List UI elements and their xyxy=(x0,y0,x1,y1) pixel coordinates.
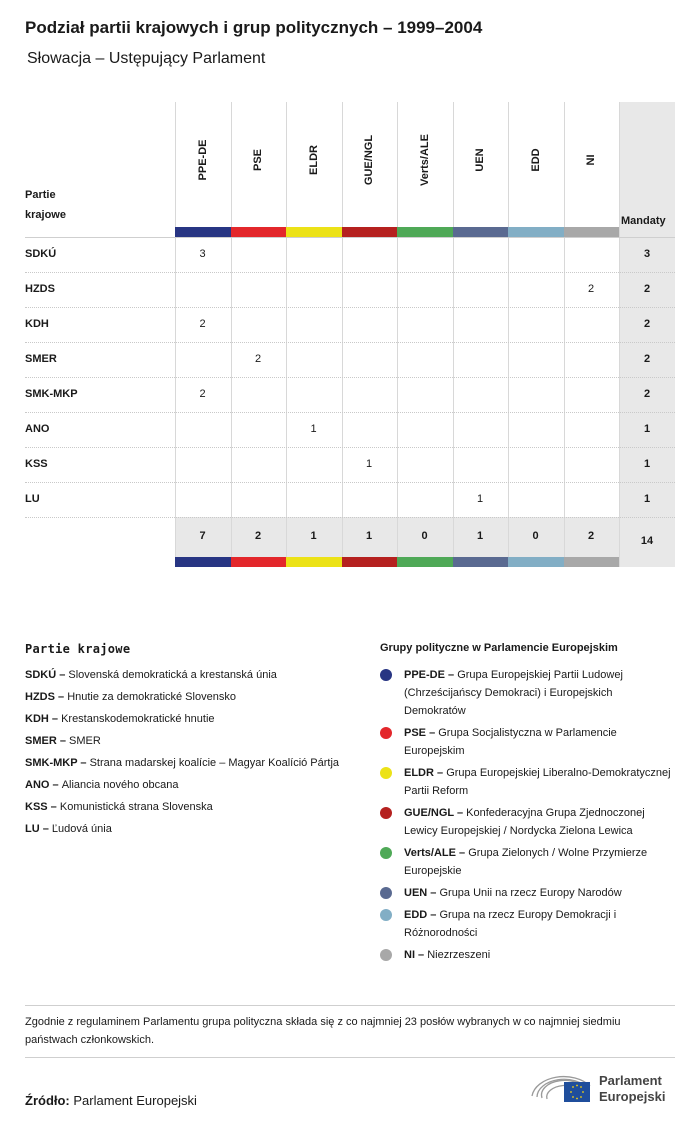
party-desc: SMER xyxy=(69,735,101,747)
group-color-bar xyxy=(342,227,398,237)
column-separator xyxy=(342,102,343,567)
group-legend-item xyxy=(380,764,675,800)
group-total-cell: 0 xyxy=(421,530,428,542)
row-divider xyxy=(25,377,675,378)
legend-political-groups xyxy=(380,642,675,968)
row-divider xyxy=(25,517,675,518)
legend-parties-title: Partie krajowe xyxy=(25,642,131,656)
header-divider xyxy=(25,237,675,238)
group-abbr: PSE – xyxy=(404,727,439,739)
group-color-dot-icon xyxy=(380,727,392,739)
group-legend-item xyxy=(380,906,675,942)
party-legend-item xyxy=(25,798,345,816)
logo-text: Parlament Europejski xyxy=(599,1073,666,1104)
group-header-eldr xyxy=(304,100,324,220)
group-desc: Niezrzeszeni xyxy=(427,949,491,961)
group-header-label: ELDR xyxy=(307,145,320,175)
column-separator xyxy=(564,102,565,567)
group-desc: Konfederacyjna Grupa Zjednoczonej Lewicy Europejskiej / Nordycka Zielona Lewica xyxy=(404,807,645,837)
column-separator xyxy=(175,102,176,567)
party-abbr: KSS – xyxy=(25,801,60,813)
grand-total-cell: 14 xyxy=(640,535,654,547)
group-color-dot-icon xyxy=(380,949,392,961)
party-legend-item xyxy=(25,666,345,684)
party-desc: Krestanskodemokratické hnutie xyxy=(61,713,215,725)
group-abbr: Verts/ALE – xyxy=(404,847,469,859)
party-row-label: KDH xyxy=(25,317,49,330)
page-subtitle: Słowacja – Ustępujący Parlament xyxy=(27,50,266,67)
column-separator xyxy=(231,102,232,567)
group-color-bar xyxy=(564,227,620,237)
group-color-bar-bottom xyxy=(175,557,231,567)
group-desc: Grupa Zielonych / Wolne Przymierze Europejskie xyxy=(404,847,648,877)
party-row-label: SMK-MKP xyxy=(25,387,78,400)
row-total-cell: 1 xyxy=(643,457,651,470)
group-color-bar-bottom xyxy=(453,557,509,567)
group-header-label: PPE-DE xyxy=(196,139,209,181)
group-desc: Grupa na rzecz Europy Demokracji i Różnorodności xyxy=(404,909,617,939)
party-legend-item xyxy=(25,688,345,706)
group-total-cell: 7 xyxy=(199,530,206,542)
group-color-bar-bottom xyxy=(286,557,342,567)
mandaty-header: Mandaty xyxy=(621,215,666,227)
group-header-guengl xyxy=(359,100,379,220)
group-color-bar-bottom xyxy=(508,557,564,567)
group-header-label: EDD xyxy=(529,148,542,172)
group-color-bar xyxy=(286,227,342,237)
footnote: Zgodnie z regulaminem Parlamentu grupa polityczna składa się z co najmniej 23 posłów wybranych w co najmniej siedmiu państwach członkowskich. xyxy=(25,1016,621,1046)
group-header-ppede xyxy=(193,100,213,220)
source-value: Parlament Europejski xyxy=(73,1093,197,1108)
party-abbr: SMK-MKP – xyxy=(25,757,90,769)
group-header-vertsale xyxy=(415,100,435,220)
group-color-bar-bottom xyxy=(342,557,398,567)
group-color-bar xyxy=(453,227,509,237)
divider xyxy=(25,1057,675,1058)
row-divider xyxy=(25,307,675,308)
group-color-dot-icon xyxy=(380,887,392,899)
group-legend-item xyxy=(380,844,675,880)
group-header-pse xyxy=(248,100,268,220)
group-color-bar-bottom xyxy=(397,557,453,567)
group-abbr: GUE/NGL – xyxy=(404,807,467,819)
group-header-uen xyxy=(470,100,490,220)
seat-cell: 1 xyxy=(476,492,484,505)
group-total-cell: 2 xyxy=(254,530,262,542)
party-row-label: HZDS xyxy=(25,282,55,295)
party-row-label: ANO xyxy=(25,422,50,435)
group-legend-item xyxy=(380,666,675,720)
row-divider xyxy=(25,412,675,413)
source-label: Źródło: xyxy=(25,1093,70,1108)
row-total-cell: 1 xyxy=(643,492,651,505)
group-color-bar xyxy=(508,227,564,237)
party-row-label: LU xyxy=(25,492,40,505)
party-abbr: KDH – xyxy=(25,713,62,725)
party-desc: Aliancia nového obcana xyxy=(61,779,179,791)
row-total-cell: 1 xyxy=(643,422,651,435)
seat-cell: 3 xyxy=(199,247,206,260)
party-desc: Komunistická strana Slovenska xyxy=(59,801,213,813)
row-total-cell: 2 xyxy=(643,317,651,330)
group-header-label: UEN xyxy=(474,148,487,172)
row-total-cell: 2 xyxy=(643,282,651,295)
column-separator xyxy=(397,102,398,567)
row-total-cell: 3 xyxy=(643,247,651,260)
source-line xyxy=(25,1093,197,1108)
seat-cell: 2 xyxy=(199,317,206,330)
group-legend-item xyxy=(380,804,675,840)
group-total-cell: 1 xyxy=(310,530,317,542)
divider xyxy=(25,1005,675,1006)
group-legend-item xyxy=(380,884,675,902)
party-desc: Ľudová únia xyxy=(51,823,112,835)
group-color-bar-bottom xyxy=(231,557,287,567)
group-abbr: UEN – xyxy=(404,887,440,899)
row-divider xyxy=(25,272,675,273)
row-total-cell: 2 xyxy=(643,352,651,365)
group-total-cell: 0 xyxy=(532,530,539,542)
column-separator xyxy=(286,102,287,567)
group-header-edd xyxy=(526,100,546,220)
group-header-label: GUE/NGL xyxy=(363,134,376,186)
legend-national-parties xyxy=(25,642,345,842)
group-color-dot-icon xyxy=(380,909,392,921)
group-total-cell: 1 xyxy=(476,530,484,542)
row-divider xyxy=(25,447,675,448)
group-desc: Grupa Europejskiej Partii Ludowej (Chrześcijańscy Demokraci) i Europejskich Demokratów xyxy=(404,669,623,717)
column-separator xyxy=(508,102,509,567)
party-legend-item xyxy=(25,710,345,728)
party-abbr: SMER – xyxy=(25,735,70,747)
group-desc: Grupa Unii na rzecz Europy Narodów xyxy=(439,887,622,899)
row-total-cell: 2 xyxy=(643,387,651,400)
group-abbr: NI – xyxy=(404,949,428,961)
group-header-label: PSE xyxy=(252,148,265,172)
row-header-label: Partie krajowe xyxy=(25,189,66,221)
group-color-bar-bottom xyxy=(564,557,620,567)
party-row-label: SDKÚ xyxy=(25,247,57,260)
group-header-label: Verts/ALE xyxy=(418,134,431,186)
row-divider xyxy=(25,342,675,343)
legend-groups-title: Grupy polityczne w Parlamencie Europejskim xyxy=(380,642,618,654)
party-desc: Strana madarskej koalície – Magyar Koalíció Pártja xyxy=(89,757,340,769)
party-legend-item xyxy=(25,754,345,772)
group-abbr: EDD – xyxy=(404,909,440,921)
page-title: Podział partii krajowych i grup politycznych – 1999–2004 xyxy=(25,18,483,37)
group-abbr: ELDR – xyxy=(404,767,447,779)
party-abbr: LU – xyxy=(25,823,52,835)
party-desc: Slovenská demokratická a krestanská únia xyxy=(68,669,277,681)
group-header-label: NI xyxy=(585,154,598,166)
seat-cell: 1 xyxy=(365,457,373,470)
group-color-bar xyxy=(231,227,287,237)
seat-cell: 2 xyxy=(254,352,262,365)
row-divider xyxy=(25,482,675,483)
party-desc: Hnutie za demokratické Slovensko xyxy=(67,691,236,703)
group-legend-item xyxy=(380,724,675,760)
group-desc: Grupa Socjalistyczna w Parlamencie Europejskim xyxy=(404,727,617,757)
party-row-label: KSS xyxy=(25,457,48,470)
group-header-ni xyxy=(581,100,601,220)
group-desc: Grupa Europejskiej Liberalno-Demokratycznej Partii Reform xyxy=(404,767,671,797)
party-abbr: ANO – xyxy=(25,779,62,791)
group-legend-item xyxy=(380,946,675,964)
party-legend-item xyxy=(25,820,345,838)
party-legend-item xyxy=(25,776,345,794)
group-total-cell: 2 xyxy=(587,530,595,542)
seat-cell: 2 xyxy=(587,282,595,295)
party-row-label: SMER xyxy=(25,352,57,365)
group-abbr: PPE-DE – xyxy=(404,669,458,681)
group-color-dot-icon xyxy=(380,807,392,819)
group-color-bar xyxy=(397,227,453,237)
group-color-dot-icon xyxy=(380,767,392,779)
group-total-cell: 1 xyxy=(365,530,373,542)
seat-cell: 2 xyxy=(199,387,206,400)
seat-cell: 1 xyxy=(310,422,317,435)
party-legend-item xyxy=(25,732,345,750)
party-abbr: HZDS – xyxy=(25,691,68,703)
party-abbr: SDKÚ – xyxy=(25,669,69,681)
group-color-dot-icon xyxy=(380,847,392,859)
group-color-bar xyxy=(175,227,231,237)
group-color-dot-icon xyxy=(380,669,392,681)
